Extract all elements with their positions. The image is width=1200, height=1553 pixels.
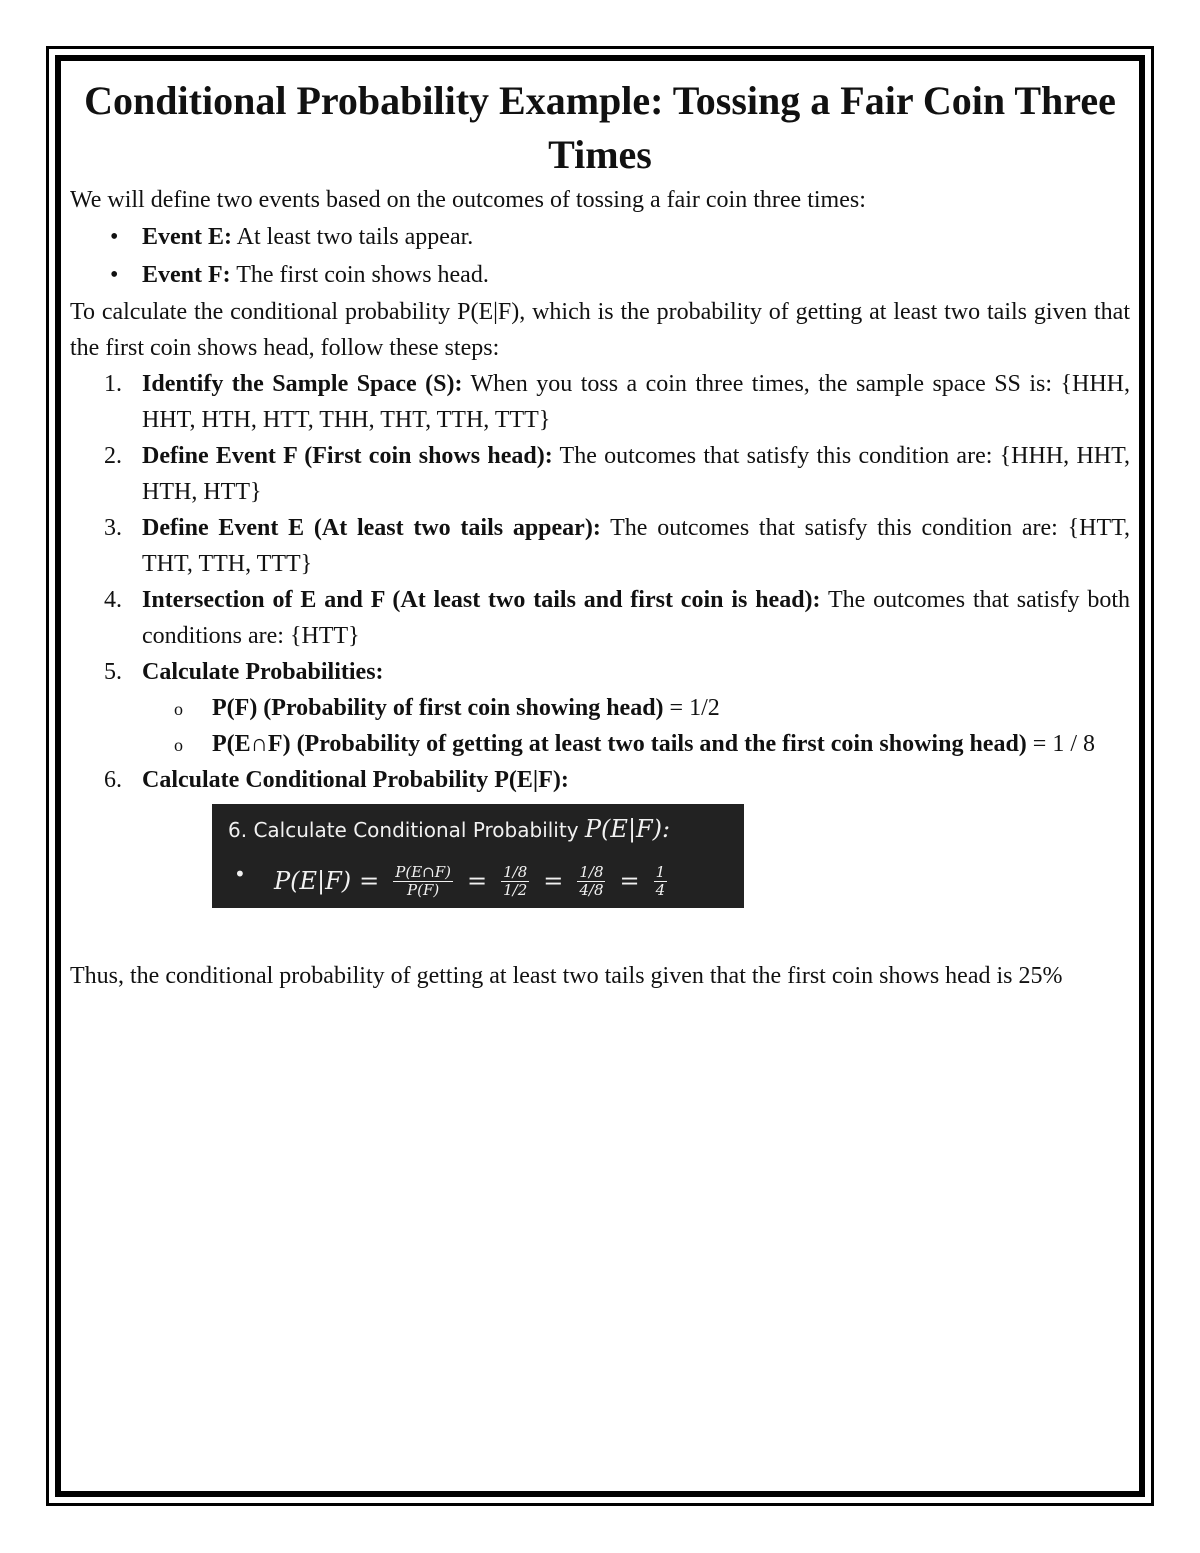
list-item	[142, 726, 1130, 762]
document-body	[70, 74, 1130, 994]
intro-paragraph: We will define two events based on the outcomes of tossing a fair coin three times:	[70, 187, 866, 213]
probabilities-sublist	[142, 690, 1130, 762]
step-number: 4.	[104, 587, 122, 613]
step-number: 2.	[104, 443, 122, 469]
step-item	[70, 366, 1130, 438]
steps-intro-paragraph: To calculate the conditional probability P(E|F), which is the probability of getting at least two tails given that the first coin shows head, follow these steps:	[70, 299, 1130, 361]
sub-item-label: P(F) (Probability of first coin showing head)	[212, 695, 664, 721]
bullet-icon: •	[234, 862, 246, 886]
event-text: At least two tails appear.	[232, 224, 474, 250]
sub-item-label: P(E∩F) (Probability of getting at least two tails and the first coin showing head)	[212, 731, 1027, 757]
step-item	[70, 582, 1130, 654]
equals-sign: =	[619, 867, 640, 895]
sub-item-text: = 1 / 8	[1026, 731, 1095, 757]
list-item	[70, 218, 1130, 256]
steps-list	[70, 366, 1130, 798]
fraction	[654, 864, 668, 899]
event-label: Event F:	[142, 262, 231, 288]
step-label: Define Event F (First coin shows head):	[142, 443, 553, 469]
formula-heading-math: P(E|F):	[584, 815, 671, 843]
step-text: The outcomes that satisfy this condition are: {HHH, HHT, HTH, HTT}	[142, 443, 1130, 505]
step-number: 1.	[104, 371, 122, 397]
equals-sign: =	[359, 867, 380, 895]
step-label: Calculate Probabilities:	[142, 659, 384, 685]
conclusion-paragraph: Thus, the conditional probability of getting at least two tails given that the first coin shows head is 25%	[70, 963, 1063, 989]
step-item	[70, 654, 1130, 762]
step-label: Identify the Sample Space (S):	[142, 371, 463, 397]
step-item	[70, 438, 1130, 510]
formula-heading	[228, 814, 670, 845]
circle-bullet-icon: o	[174, 699, 183, 719]
step-text: The outcomes that satisfy this condition are: {HTT, THT, TTH, TTT}	[142, 515, 1130, 577]
step-label: Intersection of E and F (At least two tails and first coin is head):	[142, 587, 821, 613]
spacer	[70, 908, 1130, 958]
step-item	[70, 510, 1130, 582]
fraction	[577, 864, 605, 899]
fraction-denominator: 4/8	[579, 880, 604, 899]
fraction-denominator: 4	[655, 880, 666, 899]
formula-lhs: P(E|F)	[274, 867, 352, 895]
step-label: Define Event E (At least two tails appear):	[142, 515, 601, 541]
fraction-numerator: 1	[655, 862, 666, 881]
equals-sign: =	[543, 867, 564, 895]
event-label: Event E:	[142, 224, 232, 250]
step-item	[70, 762, 1130, 798]
fraction-numerator: P(E∩F)	[395, 862, 451, 881]
formula-screenshot	[212, 804, 744, 908]
list-item	[70, 256, 1130, 294]
document-title: Conditional Probability Example: Tossing a Fair Coin Three Times	[84, 78, 1116, 177]
step-number: 6.	[104, 767, 122, 793]
sub-item-text: = 1/2	[663, 695, 720, 721]
bullet-icon: •	[110, 262, 119, 288]
equals-sign: =	[466, 867, 488, 895]
fraction	[501, 864, 529, 899]
circle-bullet-icon: o	[174, 735, 183, 755]
fraction-numerator: 1/8	[503, 862, 528, 881]
step-text: The outcomes that satisfy both conditions are: {HTT}	[142, 587, 1130, 649]
fraction-denominator: 1/2	[503, 880, 528, 899]
formula-equation	[274, 856, 673, 906]
fraction	[393, 864, 453, 899]
step-number: 5.	[104, 659, 122, 685]
fraction-denominator: P(F)	[407, 880, 440, 899]
step-text: When you toss a coin three times, the sample space SS is: {HHH, HHT, HTH, HTT, THH, THT, TTH, TTT}	[142, 371, 1130, 433]
bullet-icon: •	[110, 224, 119, 250]
event-text: The first coin shows head.	[230, 262, 489, 288]
formula-heading-text: 6. Calculate Conditional Probability	[228, 818, 585, 842]
step-label: Calculate Conditional Probability P(E|F):	[142, 767, 569, 793]
step-number: 3.	[104, 515, 122, 541]
events-list	[70, 218, 1130, 294]
list-item	[142, 690, 1130, 726]
fraction-numerator: 1/8	[579, 862, 604, 881]
